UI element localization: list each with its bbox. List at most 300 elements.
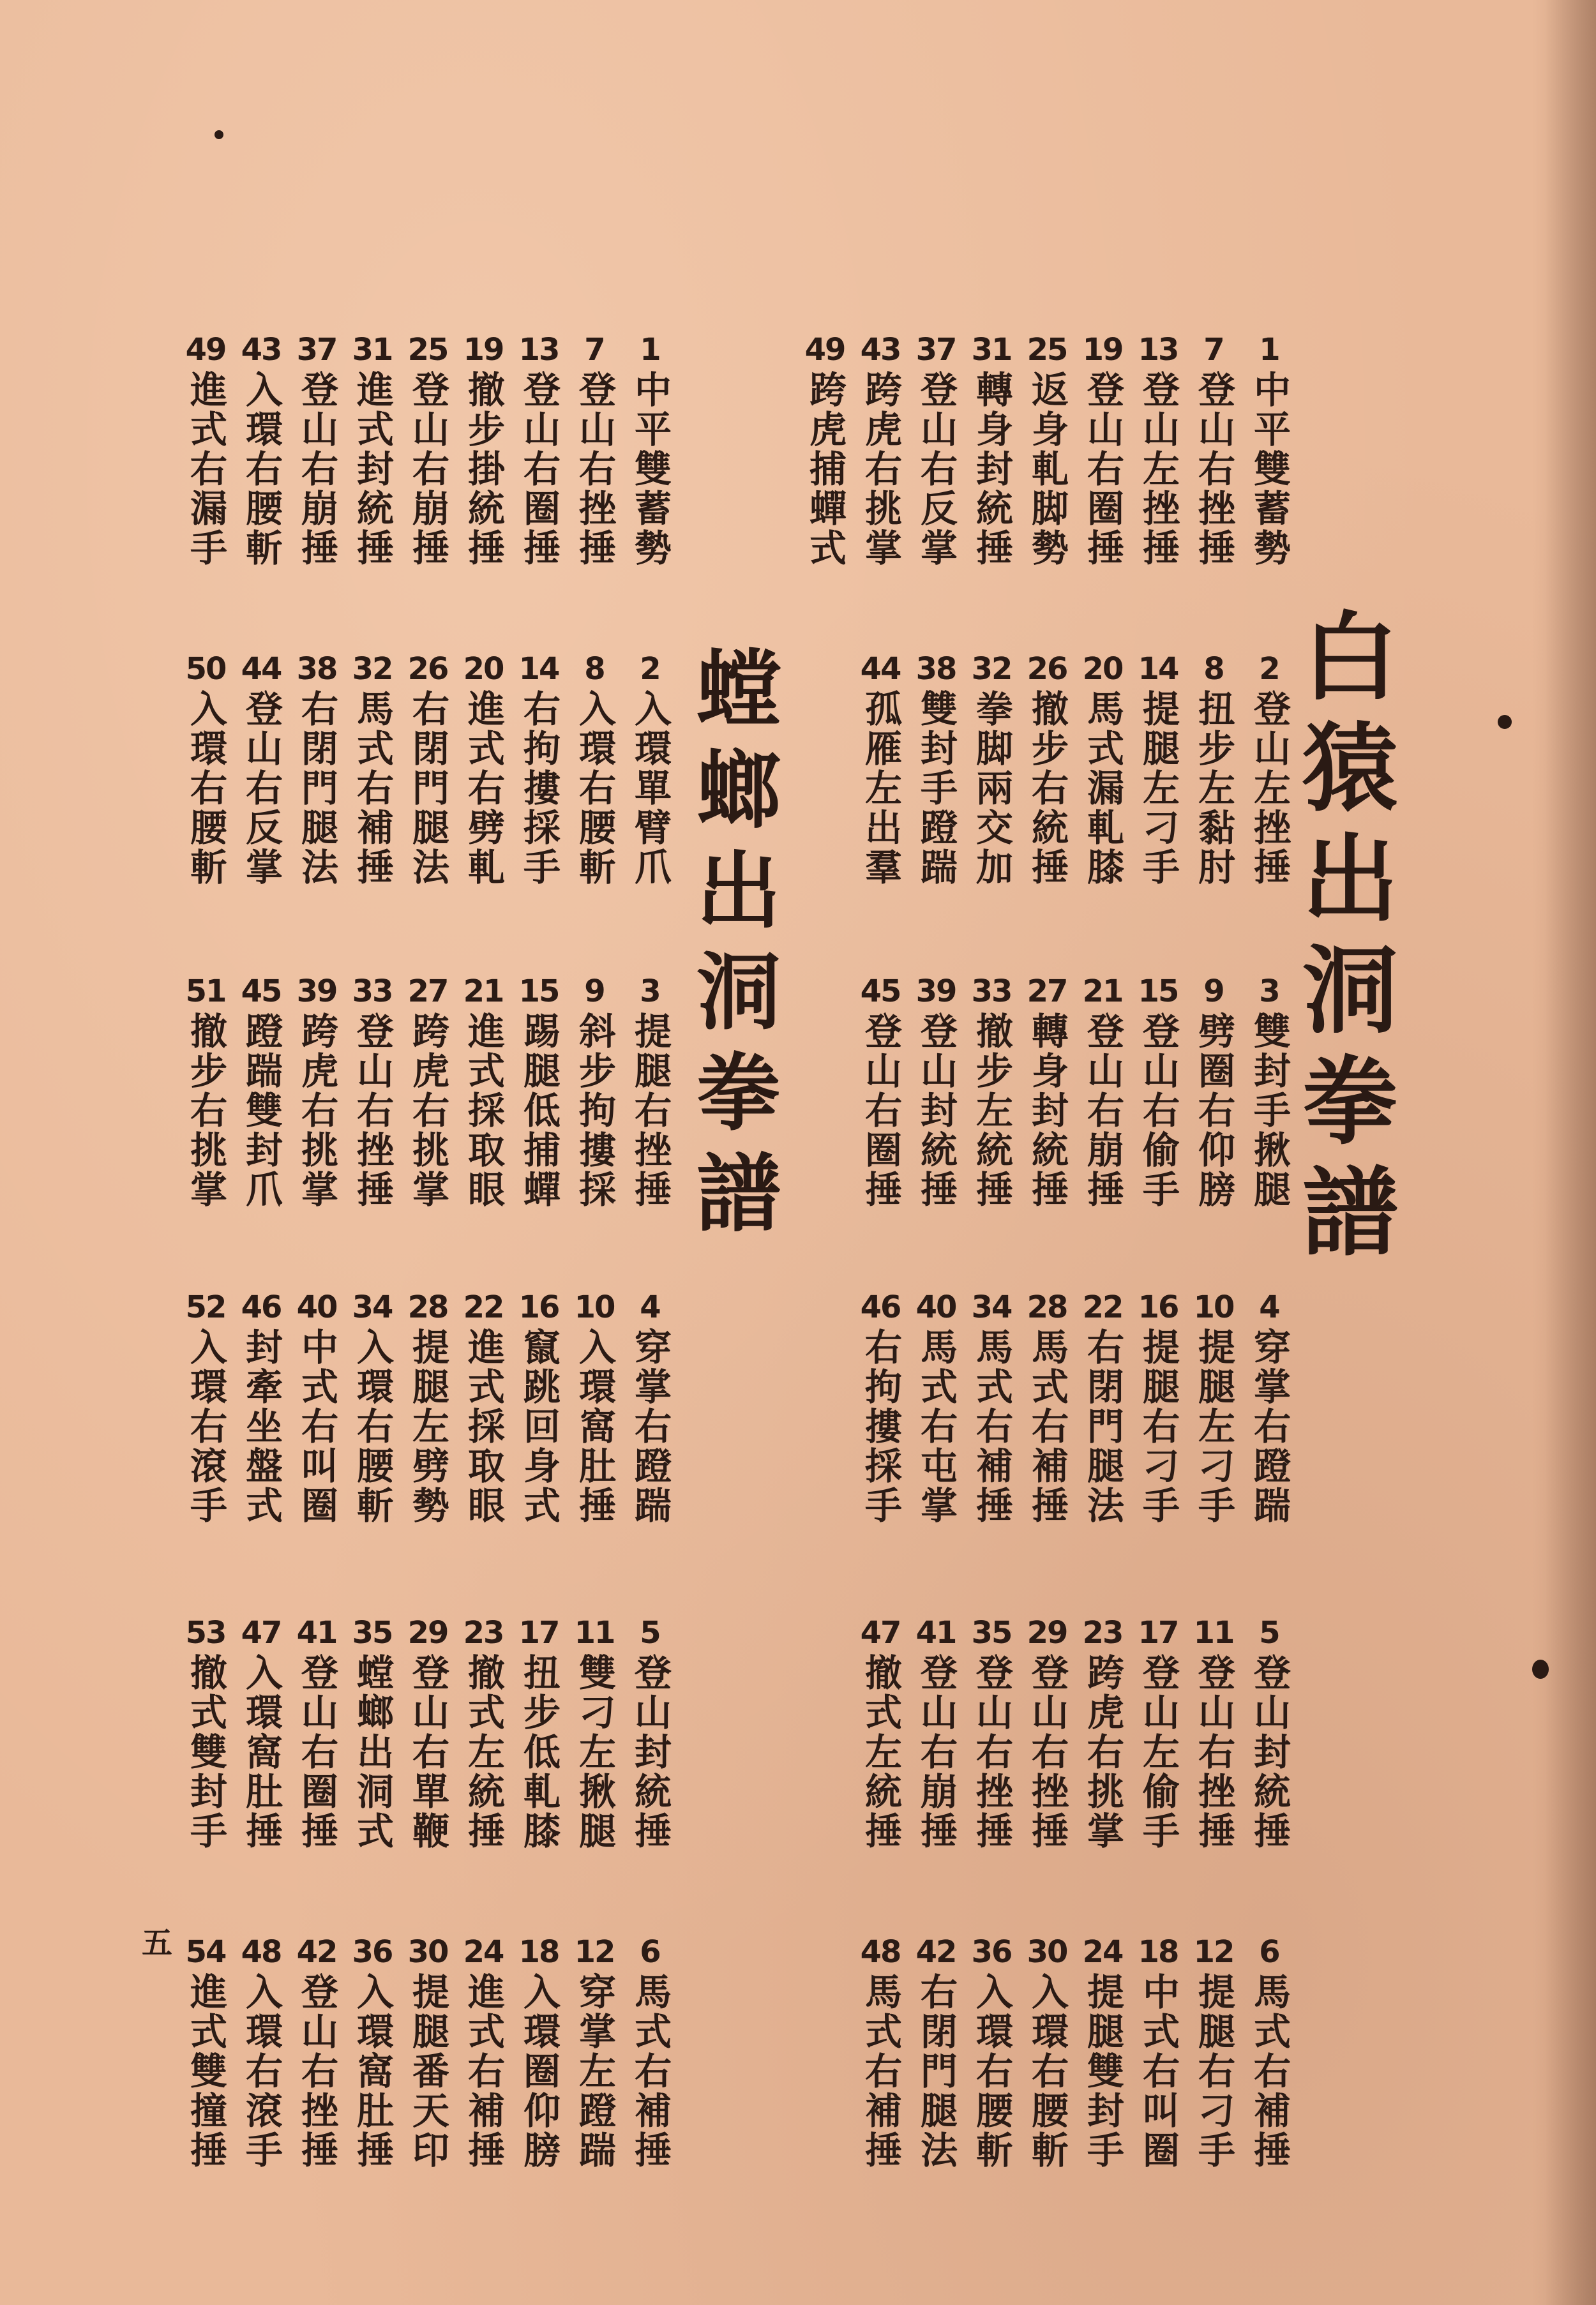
form-entry: [292, 973, 341, 1210]
form-number: 1: [1259, 332, 1279, 368]
form-number: 44: [860, 651, 901, 687]
form-name: 撤步掛統捶: [462, 370, 505, 568]
form-number: 38: [915, 651, 956, 687]
page-number: 五: [142, 1925, 173, 1961]
form-number: 7: [584, 332, 605, 368]
form-name: 馬式右補捶: [628, 1972, 672, 2170]
form-name: 馬式漏軋膝: [1081, 689, 1124, 887]
form-name: 進式封統捶: [350, 370, 394, 568]
form-number: 3: [1259, 973, 1279, 1009]
form-number: 5: [1259, 1615, 1279, 1651]
form-entry: [1023, 1934, 1071, 2170]
form-number: 25: [407, 332, 448, 368]
form-name: 馬式右補捶: [1025, 1328, 1069, 1526]
form-number: 36: [971, 1934, 1012, 1970]
form-entry: [570, 1615, 619, 1851]
form-entry: [292, 1615, 341, 1851]
form-entry: [570, 1289, 619, 1526]
form-number: 23: [463, 1615, 504, 1651]
form-name: 中式右叫圈: [295, 1328, 338, 1526]
form-number: 44: [241, 651, 282, 687]
form-entry: [181, 1934, 230, 2170]
form-number: 29: [1027, 1615, 1067, 1651]
form-number: 46: [860, 1289, 901, 1325]
form-name: 進式雙撞捶: [184, 1972, 227, 2170]
form-number: 14: [518, 651, 559, 687]
form-entry: [348, 1289, 396, 1526]
form-name: 登山右崩捶: [406, 370, 449, 568]
form-entry: [181, 1289, 230, 1526]
form-number: 16: [518, 1289, 559, 1325]
form-entry: [912, 1615, 960, 1851]
form-name: 雙封手蹬踹: [914, 689, 958, 887]
form-name: 進式採取眼: [462, 1328, 505, 1526]
title-tanglang: 螳螂出洞拳譜: [682, 645, 781, 1250]
form-entry: [348, 651, 396, 887]
ink-spot: [1532, 1660, 1549, 1679]
form-name: 穿掌右蹬踹: [1247, 1328, 1291, 1526]
form-entry: [570, 1934, 619, 2170]
form-entry: [856, 1934, 905, 2170]
form-number: 10: [574, 1289, 615, 1325]
form-name: 螳螂出洞式: [350, 1653, 394, 1851]
form-name: 入環窩肚捶: [350, 1972, 394, 2170]
form-entry: [1189, 332, 1238, 568]
form-entry: [856, 651, 905, 887]
form-number: 22: [1082, 1289, 1123, 1325]
form-name: 撤步右挑掌: [184, 1012, 227, 1210]
form-number: 17: [1138, 1615, 1178, 1651]
form-number: 39: [296, 973, 337, 1009]
form-entry: [1134, 1615, 1182, 1851]
form-number: 31: [352, 332, 393, 368]
form-number: 20: [463, 651, 504, 687]
form-name: 登山右挫捶: [1025, 1653, 1069, 1851]
form-entry: [1023, 1289, 1071, 1526]
form-entry: [570, 651, 619, 887]
form-number: 13: [518, 332, 559, 368]
form-entry: [1245, 1615, 1293, 1851]
form-name: 馬式右補捶: [1247, 1972, 1291, 2170]
form-entry: [515, 1289, 563, 1526]
form-name: 撤式左統捶: [462, 1653, 505, 1851]
form-name: 進式採取眼: [462, 1012, 505, 1210]
form-name: 入環右腰斬: [350, 1328, 394, 1526]
form-number: 35: [352, 1615, 393, 1651]
form-number: 21: [463, 973, 504, 1009]
form-name: 入環右腰斬: [1025, 1972, 1069, 2170]
form-name: 踢腿低捕蟬: [517, 1012, 561, 1210]
form-name: 撤式雙封手: [184, 1653, 227, 1851]
form-name: 提腿雙封手: [1081, 1972, 1124, 2170]
form-name: 登山封統捶: [1247, 1653, 1291, 1851]
form-name: 穿掌左蹬踹: [573, 1972, 616, 2170]
page-edge-shadow: [1545, 0, 1596, 2305]
form-name: 登山右單鞭: [406, 1653, 449, 1851]
form-entry: [348, 973, 396, 1210]
form-number: 48: [860, 1934, 901, 1970]
form-name: 入環右腰斬: [239, 370, 283, 568]
form-name: 穿掌右蹬踹: [628, 1328, 672, 1526]
form-entry: [1078, 1289, 1127, 1526]
form-name: 登山右圈捶: [295, 1653, 338, 1851]
form-name: 孤雁左出羣: [859, 689, 902, 887]
form-number: 18: [1138, 1934, 1178, 1970]
form-name: 跨虎右挑掌: [1081, 1653, 1124, 1851]
form-number: 25: [1027, 332, 1067, 368]
form-number: 47: [241, 1615, 282, 1651]
form-name: 劈圈右仰膀: [1192, 1012, 1235, 1210]
form-entry: [1023, 332, 1071, 568]
form-entry: [403, 973, 452, 1210]
form-number: 33: [971, 973, 1012, 1009]
form-name: 轉身封統捶: [970, 370, 1013, 568]
form-name: 馬式右補捶: [859, 1972, 902, 2170]
form-number: 54: [185, 1934, 226, 1970]
form-entry: [403, 332, 452, 568]
form-entry: [626, 1615, 674, 1851]
form-entry: [1078, 973, 1127, 1210]
form-name: 進式右劈軋: [462, 689, 505, 887]
form-entry: [459, 1289, 508, 1526]
form-name: 登山右圈捶: [517, 370, 561, 568]
form-entry: [912, 332, 960, 568]
form-number: 4: [1259, 1289, 1279, 1325]
form-entry: [856, 1289, 905, 1526]
form-number: 43: [241, 332, 282, 368]
form-entry: [1078, 332, 1127, 568]
form-entry: [1134, 973, 1182, 1210]
form-name: 登山右崩捶: [295, 370, 338, 568]
form-number: 2: [640, 651, 660, 687]
form-entry: [626, 1289, 674, 1526]
form-number: 11: [1193, 1615, 1234, 1651]
form-number: 26: [1027, 651, 1067, 687]
form-number: 41: [915, 1615, 956, 1651]
form-name: 入環右滾手: [184, 1328, 227, 1526]
form-name: 轉身封統捶: [1025, 1012, 1069, 1210]
form-number: 49: [185, 332, 226, 368]
form-name: 入環右滾手: [239, 1972, 283, 2170]
form-number: 24: [463, 1934, 504, 1970]
form-entry: [292, 651, 341, 887]
form-number: 30: [1027, 1934, 1067, 1970]
form-name: 進式右漏手: [184, 370, 227, 568]
form-name: 提腿左劈勢: [406, 1328, 449, 1526]
form-entry: [237, 1289, 285, 1526]
form-number: 19: [1082, 332, 1123, 368]
form-entry: [459, 1615, 508, 1851]
form-name: 中平雙蓄勢: [1247, 370, 1291, 568]
form-entry: [292, 332, 341, 568]
form-entry: [1189, 1615, 1238, 1851]
form-number: 28: [407, 1289, 448, 1325]
form-name: 提腿右刁手: [1136, 1328, 1180, 1526]
form-number: 4: [640, 1289, 660, 1325]
form-entry: [1023, 973, 1071, 1210]
form-entry: [967, 973, 1016, 1210]
form-name: 登山右崩捶: [914, 1653, 958, 1851]
form-name: 雙封手揪腿: [1247, 1012, 1291, 1210]
form-number: 45: [860, 973, 901, 1009]
form-entry: [237, 651, 285, 887]
form-name: 扭步低軋膝: [517, 1653, 561, 1851]
form-entry: [515, 1934, 563, 2170]
form-number: 32: [971, 651, 1012, 687]
form-entry: [967, 332, 1016, 568]
form-number: 47: [860, 1615, 901, 1651]
form-number: 12: [1193, 1934, 1234, 1970]
form-number: 21: [1082, 973, 1123, 1009]
form-name: 進式右補捶: [462, 1972, 505, 2170]
form-number: 27: [407, 973, 448, 1009]
form-number: 52: [185, 1289, 226, 1325]
form-name: 斜步拘摟採: [573, 1012, 616, 1210]
form-name: 入環右腰斬: [573, 689, 616, 887]
form-entry: [403, 651, 452, 887]
form-name: 登山封統捶: [914, 1012, 958, 1210]
ink-spot: [215, 130, 223, 139]
form-entry: [459, 1934, 508, 2170]
form-number: 15: [518, 973, 559, 1009]
form-number: 37: [296, 332, 337, 368]
form-number: 20: [1082, 651, 1123, 687]
form-number: 19: [463, 332, 504, 368]
form-entry: [1078, 1934, 1127, 2170]
form-number: 32: [352, 651, 393, 687]
form-entry: [348, 1615, 396, 1851]
form-name: 登山右崩捶: [1081, 1012, 1124, 1210]
form-number: 28: [1027, 1289, 1067, 1325]
form-number: 46: [241, 1289, 282, 1325]
form-number: 18: [518, 1934, 559, 1970]
form-number: 10: [1193, 1289, 1234, 1325]
form-name: 馬式右補捶: [350, 689, 394, 887]
form-entry: [1245, 332, 1293, 568]
form-entry: [856, 332, 905, 568]
form-number: 5: [640, 1615, 660, 1651]
form-name: 馬式右補捶: [970, 1328, 1013, 1526]
form-number: 17: [518, 1615, 559, 1651]
form-number: 50: [185, 651, 226, 687]
form-entry: [1134, 1934, 1182, 2170]
form-number: 26: [407, 651, 448, 687]
form-name: 右閉門腿法: [1081, 1328, 1124, 1526]
form-number: 9: [584, 973, 605, 1009]
form-name: 登山右挫捶: [1192, 1653, 1235, 1851]
form-name: 右閉門腿法: [914, 1972, 958, 2170]
form-name: 入環右腰斬: [970, 1972, 1013, 2170]
form-number: 12: [574, 1934, 615, 1970]
form-name: 跨虎右挑掌: [859, 370, 902, 568]
form-number: 36: [352, 1934, 393, 1970]
form-entry: [403, 1615, 452, 1851]
form-entry: [801, 332, 849, 568]
form-entry: [967, 1934, 1016, 2170]
form-number: 1: [640, 332, 660, 368]
form-entry: [1023, 651, 1071, 887]
form-entry: [181, 973, 230, 1210]
form-name: 拳脚兩交加: [970, 689, 1013, 887]
form-number: 53: [185, 1615, 226, 1651]
form-entry: [515, 332, 563, 568]
form-entry: [967, 1289, 1016, 1526]
form-entry: [1134, 1289, 1182, 1526]
form-name: 跨虎捕蟬式: [803, 370, 847, 568]
form-name: 跨虎右挑掌: [295, 1012, 338, 1210]
form-name: 雙刁左揪腿: [573, 1653, 616, 1851]
form-entry: [967, 651, 1016, 887]
form-name: 跨虎右挑掌: [406, 1012, 449, 1210]
form-entry: [459, 332, 508, 568]
form-number: 29: [407, 1615, 448, 1651]
form-name: 登山右挫捶: [1192, 370, 1235, 568]
form-entry: [626, 651, 674, 887]
form-entry: [403, 1289, 452, 1526]
form-entry: [237, 332, 285, 568]
form-entry: [403, 1934, 452, 2170]
form-entry: [1078, 1615, 1127, 1851]
form-entry: [856, 973, 905, 1210]
title-baiyuan: 白猿出洞拳譜: [1286, 606, 1398, 1273]
form-entry: [181, 1615, 230, 1851]
form-entry: [515, 973, 563, 1210]
form-name: 蹬踹雙封爪: [239, 1012, 283, 1210]
form-number: 11: [574, 1615, 615, 1651]
form-number: 24: [1082, 1934, 1123, 1970]
form-entry: [1023, 1615, 1071, 1851]
form-name: 登山右挫捶: [295, 1972, 338, 2170]
form-number: 31: [971, 332, 1012, 368]
form-entry: [912, 973, 960, 1210]
form-name: 提腿番天印: [406, 1972, 449, 2170]
form-entry: [856, 1615, 905, 1851]
form-entry: [459, 973, 508, 1210]
form-name: 中平雙蓄勢: [628, 370, 672, 568]
form-entry: [292, 1934, 341, 2170]
form-entry: [348, 1934, 396, 2170]
form-name: 登山左挫捶: [1247, 689, 1291, 887]
form-number: 30: [407, 1934, 448, 1970]
form-name: 登山右反掌: [239, 689, 283, 887]
form-name: 右拘摟採手: [517, 689, 561, 887]
form-number: 6: [640, 1934, 660, 1970]
form-number: 27: [1027, 973, 1067, 1009]
form-name: 登山封統捶: [628, 1653, 672, 1851]
form-name: 登山右挫捶: [350, 1012, 394, 1210]
form-number: 37: [915, 332, 956, 368]
form-name: 竄跳回身式: [517, 1328, 561, 1526]
form-entry: [181, 332, 230, 568]
form-name: 中式右叫圈: [1136, 1972, 1180, 2170]
form-entry: [967, 1615, 1016, 1851]
form-entry: [626, 1934, 674, 2170]
form-name: 撤步左統捶: [970, 1012, 1013, 1210]
form-number: 22: [463, 1289, 504, 1325]
form-number: 42: [296, 1934, 337, 1970]
form-name: 封牽坐盤式: [239, 1328, 283, 1526]
form-entry: [292, 1289, 341, 1526]
form-name: 登山右反掌: [914, 370, 958, 568]
form-entry: [1245, 1934, 1293, 2170]
form-number: 39: [915, 973, 956, 1009]
form-number: 3: [640, 973, 660, 1009]
form-name: 入環窩肚捶: [239, 1653, 283, 1851]
form-entry: [912, 1934, 960, 2170]
form-name: 入環右腰斬: [184, 689, 227, 887]
form-number: 49: [804, 332, 845, 368]
form-name: 登山右偷手: [1136, 1012, 1180, 1210]
form-name: 撤步右統捶: [1025, 689, 1069, 887]
form-number: 9: [1203, 973, 1224, 1009]
form-number: 6: [1259, 1934, 1279, 1970]
form-number: 13: [1138, 332, 1178, 368]
form-number: 40: [915, 1289, 956, 1325]
form-name: 右閉門腿法: [406, 689, 449, 887]
form-entry: [515, 651, 563, 887]
form-entry: [237, 1615, 285, 1851]
form-number: 8: [1203, 651, 1224, 687]
form-number: 34: [352, 1289, 393, 1325]
form-entry: [1134, 651, 1182, 887]
form-number: 8: [584, 651, 605, 687]
form-entry: [912, 1289, 960, 1526]
form-entry: [1134, 332, 1182, 568]
form-number: 35: [971, 1615, 1012, 1651]
form-entry: [1189, 1289, 1238, 1526]
form-entry: [570, 973, 619, 1210]
form-name: 右拘摟採手: [859, 1328, 902, 1526]
form-number: 14: [1138, 651, 1178, 687]
form-entry: [1245, 1289, 1293, 1526]
form-name: 右閉門腿法: [295, 689, 338, 887]
form-number: 43: [860, 332, 901, 368]
form-number: 15: [1138, 973, 1178, 1009]
form-name: 返身軋脚勢: [1025, 370, 1069, 568]
form-number: 33: [352, 973, 393, 1009]
form-number: 42: [915, 1934, 956, 1970]
form-entry: [1189, 1934, 1238, 2170]
form-name: 提腿左刁手: [1136, 689, 1180, 887]
form-number: 38: [296, 651, 337, 687]
form-entry: [348, 332, 396, 568]
form-entry: [1189, 651, 1238, 887]
form-number: 41: [296, 1615, 337, 1651]
form-name: 登山左偷手: [1136, 1653, 1180, 1851]
form-entry: [1078, 651, 1127, 887]
form-name: 登山右圈捶: [1081, 370, 1124, 568]
form-entry: [570, 332, 619, 568]
form-name: 登山左挫捶: [1136, 370, 1180, 568]
form-number: 7: [1203, 332, 1224, 368]
form-number: 23: [1082, 1615, 1123, 1651]
form-name: 登山右挫捶: [573, 370, 616, 568]
form-entry: [237, 973, 285, 1210]
form-name: 撤式左統捶: [859, 1653, 902, 1851]
form-number: 51: [185, 973, 226, 1009]
form-number: 48: [241, 1934, 282, 1970]
form-entry: [626, 332, 674, 568]
form-entry: [181, 651, 230, 887]
form-number: 40: [296, 1289, 337, 1325]
form-name: 入環單臂爪: [628, 689, 672, 887]
form-name: 馬式右屯掌: [914, 1328, 958, 1526]
form-entry: [459, 651, 508, 887]
form-number: 2: [1259, 651, 1279, 687]
form-entry: [1189, 973, 1238, 1210]
form-number: 16: [1138, 1289, 1178, 1325]
form-number: 34: [971, 1289, 1012, 1325]
